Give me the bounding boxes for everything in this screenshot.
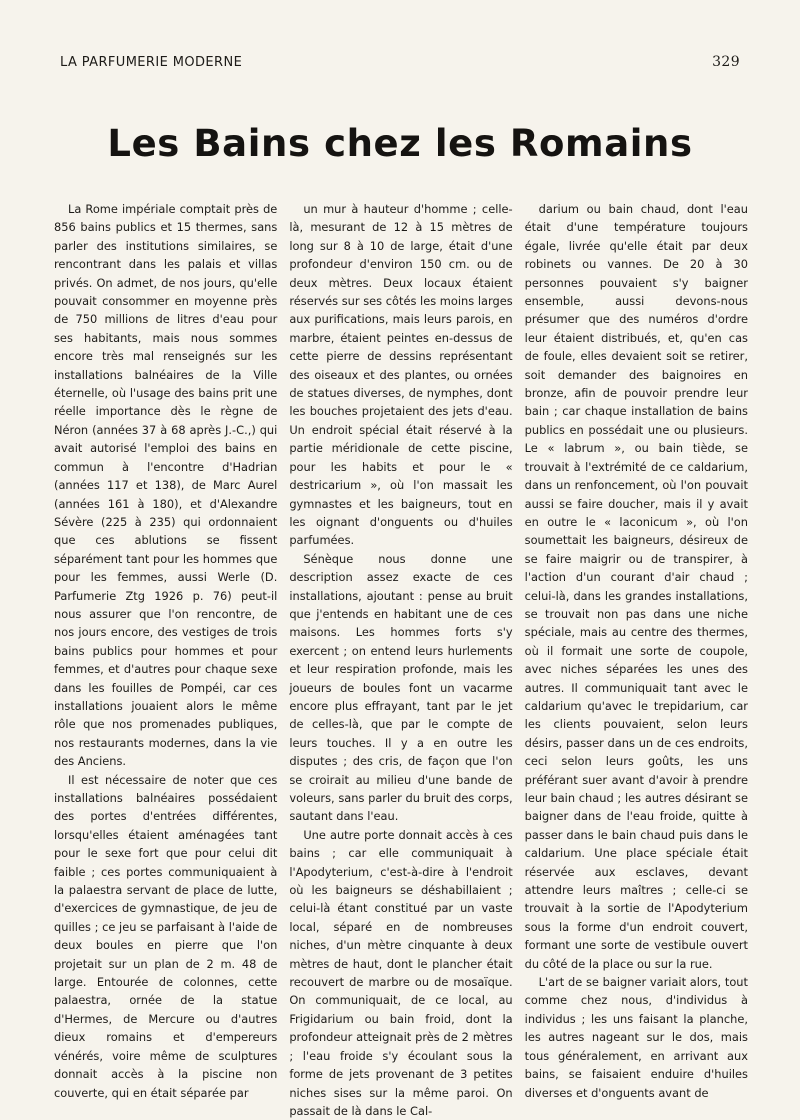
paragraph: Sénèque nous donne une description assez exacte de ces installations, ajoutant : pense au bruit que j'entends en habitant une de ces maisons. Les hommes forts s'y exercent ; on entend leurs hurlements et leur respiration profonde, mais les joueurs de boules font un vacarme encore plus effrayant, tant par le jet de celles-là, que par le compte de leurs touches. Il y a en outre les disputes ; des cris, de façon que l'on se croirait au milieu d'une bande de voleurs, sans parler du bruit des corps, sautant dans l'eau. — [289, 551, 513, 824]
paragraph: darium ou bain chaud, dont l'eau était d'une température toujours égale, livrée qu'elle était par deux robinets ou vannes. De 20 à 30 personnes pouvaient s'y baigner ensemble, aussi devons-nous présumer que des numéros d'ordre leur étaient distribués, et, qu'en cas de foule, elles devaient soit se retirer, soit demander des baignoires en bronze, afin de pouvoir prendre leur bain ; car chaque installation de bains publics en possédait une ou plusieurs. Le « labrum », ou bain tiède, se trouvait à l'extrémité de ce caldarium, dans un renfoncement, où l'on pouvait aussi se faire doucher, mais il y avait en outre le « laconicum », où l'on soumettait les baigneurs, désireux de se faire maigrir ou de transpirer, à l'action d'un courant d'air chaud ; celui-là, dans les grandes installations, se trouvait non pas dans une niche spéciale, mais au centre des thermes, où il formait une sorte de coupole, avec niches séparées les unes des autres. Il communiquait tant avec le caldarium qu'avec le trepidarium, car les clients pouvaient, selon leurs désirs, passer dans un de ces endroits, ceci selon leurs goûts, les uns préférant suer avant d'avoir à prendre leur bain chaud ; les autres désirant se baigner dans de l'eau froide, quitte à passer dans le bain chaud puis dans le caldarium. Une place spéciale était réservée aux esclaves, devant attendre leurs maîtres ; celle-ci se trouvait à la sortie de l'Apodyterium sous la forme d'un endroit couvert, formant une sorte de vestibule ouvert du côté de la place ou sur la rue. — [524, 202, 748, 971]
paragraph: L'art de se baigner variait alors, tout comme chez nous, d'individus à individus ; les uns faisant la planche, les autres nageant sur le dos, mais tous généralement, en arrivant aux bains, se faisaient enduire d'huiles diverses et d'onguents avant de — [524, 975, 748, 1100]
running-head — [60, 54, 740, 70]
article-title: Les Bains chez les Romains — [107, 122, 693, 165]
page-number: 329 — [712, 54, 740, 70]
paragraph: Il est nécessaire de noter que ces installations balnéaires possédaient des portes d'entrées différentes, lorsqu'elles étaient aménagées tant pour le sexe fort que pour celui dit faible ; ces portes communiquaient à la palaestra servant de place de lutte, d'exercices de gymnastique, de jeu de quilles ; ce jeu se parfaisant à l'aide de deux boules en pierre que l'on projetait sur un plan de 2 m. 48 de large. Entourée de colonnes, cette palaestra, ornée de la statue d'Hermes, de Mercure ou d'autres dieux romains et d'empereurs vénérés, voire même de sculptures donnait accès à la piscine non couverte, qui en était séparée par — [54, 772, 278, 1100]
article-body — [54, 200, 748, 1118]
text-column-3 — [524, 200, 748, 1100]
paragraph: La Rome impériale comptait près de 856 bains publics et 15 thermes, sans parler des institutions similaires, se rencontrant dans les palais et villas privés. On admet, de nos jours, qu'elle pouvait consommer en moyenne près de 750 millions de litres d'eau pour ses habitants, mais nous sommes encore très mal renseignés sur les installations balnéaires de la Ville éternelle, où l'usage des bains prit une réelle importance dès le règne de Néron (années 37 à 68 après J.-C.,) qui avait autorisé l'emploi des bains en commun à l'encontre d'Hadrian (années 117 et 138), de Marc Aurel (années 161 à 180), et d'Alexandre Sévère (225 à 235) qui ordonnaient que ces ablutions se fissent séparément tant pour les hommes que pour les femmes, aussi Werle (D. Parfumerie Ztg 1926 p. 76) peut-il nous assurer que l'on rencontre, de nos jours encore, des vestiges de trois bains publics pour hommes et pour femmes, et d'autres pour chaque sexe dans les fouilles de Pompéi, car ces installations jouaient alors le même rôle que nos promenades publiques, nos restaurants modernes, dans la vie des Anciens. — [54, 202, 278, 769]
text-column-1 — [54, 200, 278, 1100]
text-column-2 — [289, 200, 513, 1118]
running-title: LA PARFUMERIE MODERNE — [60, 55, 243, 70]
paragraph: Une autre porte donnait accès à ces bains ; car elle communiquait à l'Apodyterium, c'est-à-dire à l'endroit où les baigneurs se déshabillaient ; celui-là étant constitué par un vaste local, séparé en de nombreuses niches, d'un mètre cinquante à deux mètres de haut, dont le plancher était recouvert de marbre ou de mosaïque. On communiquait, de ce local, au Frigidarium ou bain froid, dont la profondeur atteignait près de 2 mètres ; l'eau froide s'y écoulant sous la forme de jets provenant de 3 petites niches sises sur la même paroi. On passait de là dans le Cal- — [289, 827, 513, 1118]
paragraph: un mur à hauteur d'homme ; celle-là, mesurant de 12 à 15 mètres de long sur 8 à 10 de large, était d'une profondeur d'environ 150 cm. ou de deux mètres. Deux locaux étaient réservés sur ses côtés les moins larges aux purifications, mais leurs parois, en marbre, étaient peintes en-dessus de cette pierre de dessins représentant des oiseaux et des plantes, ou ornées de statues diverses, de nymphes, dont les bouches projetaient des jets d'eau. Un endroit spécial était réservé à la partie méridionale de cette piscine, pour les habits et pour le « destricarium », où l'on massait les gymnastes et les baigneurs, tout en les oignant d'onguents ou d'huiles parfumées. — [289, 202, 513, 548]
